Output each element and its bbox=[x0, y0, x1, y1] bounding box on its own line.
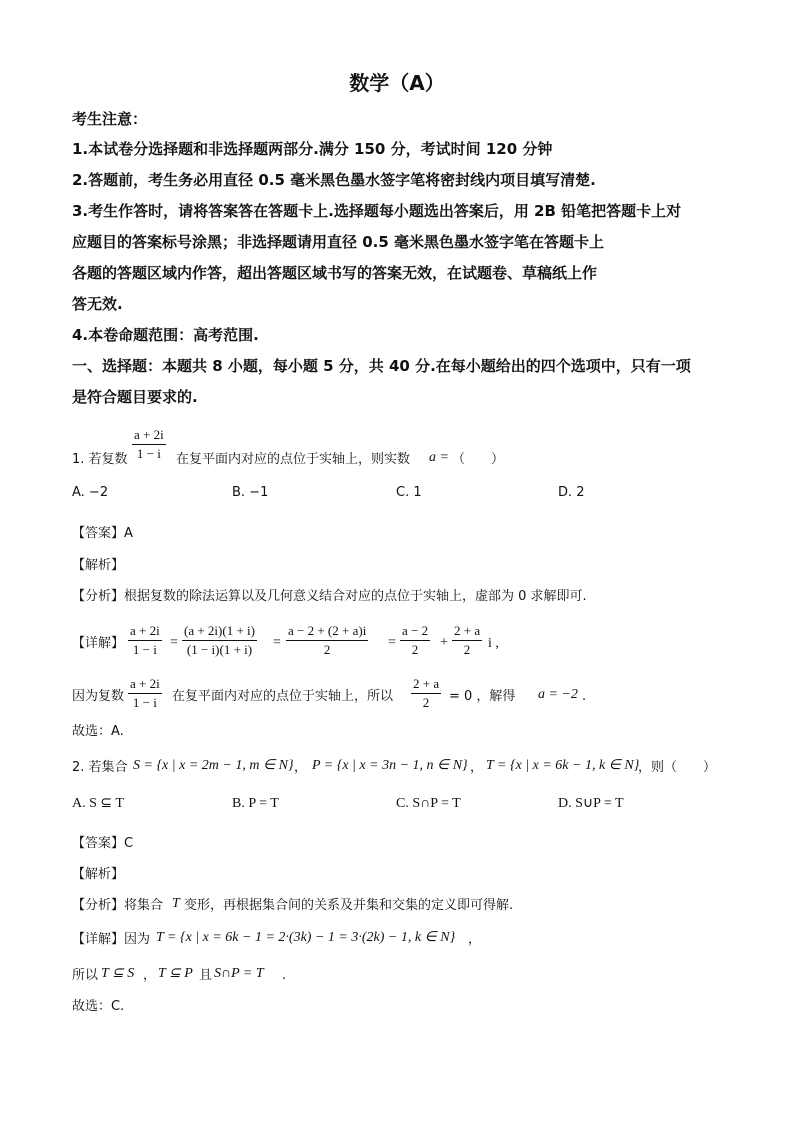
q1-analysis-label: 【解析】 bbox=[72, 558, 125, 573]
q2-analysis-label: 【解析】 bbox=[72, 867, 125, 882]
q1-detail-frac-4-num: a − 2 bbox=[400, 623, 430, 641]
q1-fenxi: 【分析】根据复数的除法运算以及几何意义结合对应的点位于实轴上，虚部为 0 求解即可. bbox=[72, 589, 587, 604]
q1-fraction-den: 1 − i bbox=[136, 446, 161, 461]
q2-so-math-3: S∩P = T bbox=[214, 966, 264, 981]
q1-option-a: A. −2 bbox=[72, 485, 109, 500]
section-heading-cont: 是符合题目要求的. bbox=[72, 388, 198, 406]
q1-because-frac-2-num: 2 + a bbox=[411, 676, 441, 694]
q1-because-frac-den: 1 − i bbox=[132, 695, 157, 710]
q1-detail-eq-2: = bbox=[273, 635, 281, 650]
q2-so-comma: ， bbox=[143, 968, 157, 983]
q1-detail-frac-1 bbox=[128, 623, 162, 658]
q1-detail-eq-1: = bbox=[170, 635, 178, 650]
q2-answer: 【答案】C bbox=[72, 836, 134, 851]
q1-because-frac-2-den: 2 bbox=[422, 695, 430, 710]
section-heading: 一、选择题：本题共 8 小题，每小题 5 分，共 40 分.在每小题给出的四个选项中，只有一项 bbox=[72, 357, 691, 375]
q1-detail-frac-5-num: 2 + a bbox=[452, 623, 482, 641]
q1-because-frac bbox=[128, 676, 162, 711]
q2-so-prefix: 所以 bbox=[72, 968, 99, 983]
notice-line-2: 2.答题前，考生务必用直径 0.5 毫米黑色墨水签字笔将密封线内项目填写清楚. bbox=[72, 171, 596, 189]
q2-detail-end: ， bbox=[468, 932, 482, 947]
notice-line-4: 应题目的答案标号涂黑；非选择题请用直径 0.5 毫米黑色墨水签字笔在答题卡上 bbox=[72, 233, 605, 251]
q1-because-prefix: 因为复数 bbox=[72, 689, 125, 704]
q2-detail-prefix: 【详解】因为 bbox=[72, 932, 151, 947]
q1-detail-frac-3-den: 2 bbox=[323, 642, 331, 657]
q2-so-math-2: T ⊆ P bbox=[158, 966, 193, 981]
q1-because-mid: 在复平面内对应的点位于实轴上，所以 bbox=[172, 689, 394, 704]
notice-line-6: 答无效. bbox=[72, 295, 123, 313]
q1-detail-frac-4-den: 2 bbox=[411, 642, 419, 657]
q1-option-b: B. −1 bbox=[232, 485, 269, 500]
q1-detail-frac-3-num: a − 2 + (2 + a)i bbox=[286, 623, 368, 641]
q2-comma-2: ， bbox=[470, 760, 484, 775]
q2-option-a: A. S ⊆ T bbox=[72, 796, 124, 811]
q2-so-end: . bbox=[282, 968, 287, 983]
notice-line-5: 各题的答题区域内作答，超出答题区域书写的答案无效，在试题卷、草稿纸上作 bbox=[72, 264, 598, 282]
q2-fenxi-rest: 变形，再根据集合间的关系及并集和交集的定义即可得解. bbox=[184, 898, 514, 913]
q1-detail-frac-2-den: (1 − i)(1 + i) bbox=[186, 642, 253, 657]
q2-tail: ，则（ ） bbox=[638, 760, 717, 775]
q2-so-and: 且 bbox=[199, 968, 213, 983]
q1-detail-frac-4 bbox=[400, 623, 430, 658]
q1-prefix: 1. 若复数 bbox=[72, 452, 128, 467]
q1-option-c: C. 1 bbox=[396, 485, 422, 500]
q1-answer: 【答案】A bbox=[72, 526, 133, 541]
q1-detail-eq-3: = bbox=[388, 635, 396, 650]
q1-fraction bbox=[132, 427, 166, 462]
q1-fraction-num: a + 2i bbox=[132, 427, 166, 445]
q1-detail-frac-2-num: (a + 2i)(1 + i) bbox=[182, 623, 257, 641]
q1-choose: 故选：A. bbox=[72, 724, 124, 739]
q1-detail-i: i , bbox=[488, 636, 499, 651]
notice-line-3: 3.考生作答时，请将答案答在答题卡上.选择题每小题选出答案后，用 2B 铅笔把答题卡上对 bbox=[72, 202, 682, 220]
q1-detail-frac-1-num: a + 2i bbox=[128, 623, 162, 641]
q1-detail-frac-5 bbox=[452, 623, 482, 658]
page-title: 数学（A） bbox=[349, 71, 445, 95]
q1-detail-frac-2 bbox=[182, 623, 257, 658]
q1-because-frac-num: a + 2i bbox=[128, 676, 162, 694]
q2-choose: 故选：C. bbox=[72, 999, 125, 1014]
q2-prefix: 2. 若集合 bbox=[72, 760, 128, 775]
q1-detail-plus: + bbox=[440, 635, 448, 650]
q1-because-result: a = −2 bbox=[538, 687, 578, 702]
q2-fenxi-var: T bbox=[172, 896, 180, 911]
q1-option-d: D. 2 bbox=[558, 485, 585, 500]
q1-stem: 在复平面内对应的点位于实轴上，则实数 bbox=[176, 452, 411, 467]
q1-var: a = bbox=[429, 450, 449, 465]
q2-set-s: S = {x | x = 2m − 1, m ∈ N} bbox=[133, 758, 294, 773]
q2-option-d: D. S∪P = T bbox=[558, 796, 624, 811]
q2-set-p: P = {x | x = 3n − 1, n ∈ N} bbox=[312, 758, 468, 773]
q1-because-frac-2 bbox=[411, 676, 441, 711]
notice-line-1: 1.本试卷分选择题和非选择题两部分.满分 150 分，考试时间 120 分钟 bbox=[72, 140, 553, 158]
q1-detail-frac-1-den: 1 − i bbox=[132, 642, 157, 657]
q2-set-t: T = {x | x = 6k − 1, k ∈ N} bbox=[486, 758, 640, 773]
q2-option-b: B. P = T bbox=[232, 796, 279, 811]
q2-fenxi-prefix: 【分析】将集合 bbox=[72, 898, 164, 913]
q1-because-eq: = 0 ，解得 bbox=[449, 689, 516, 704]
q2-option-c: C. S∩P = T bbox=[396, 796, 461, 811]
q1-tail: （ ） bbox=[452, 452, 505, 467]
notice-line-7: 4.本卷命题范围：高考范围. bbox=[72, 326, 259, 344]
notice-heading: 考生注意： bbox=[72, 110, 148, 128]
q2-comma-1: ， bbox=[294, 760, 308, 775]
q1-because-end: . bbox=[582, 689, 587, 704]
q1-detail-label: 【详解】 bbox=[72, 636, 125, 651]
q2-so-math-1: T ⊆ S bbox=[101, 966, 135, 981]
q2-detail-math: T = {x | x = 6k − 1 = 2·(3k) − 1 = 3·(2k) − 1, k ∈ N} bbox=[156, 930, 456, 945]
q1-detail-frac-5-den: 2 bbox=[463, 642, 471, 657]
q1-detail-frac-3 bbox=[286, 623, 368, 658]
